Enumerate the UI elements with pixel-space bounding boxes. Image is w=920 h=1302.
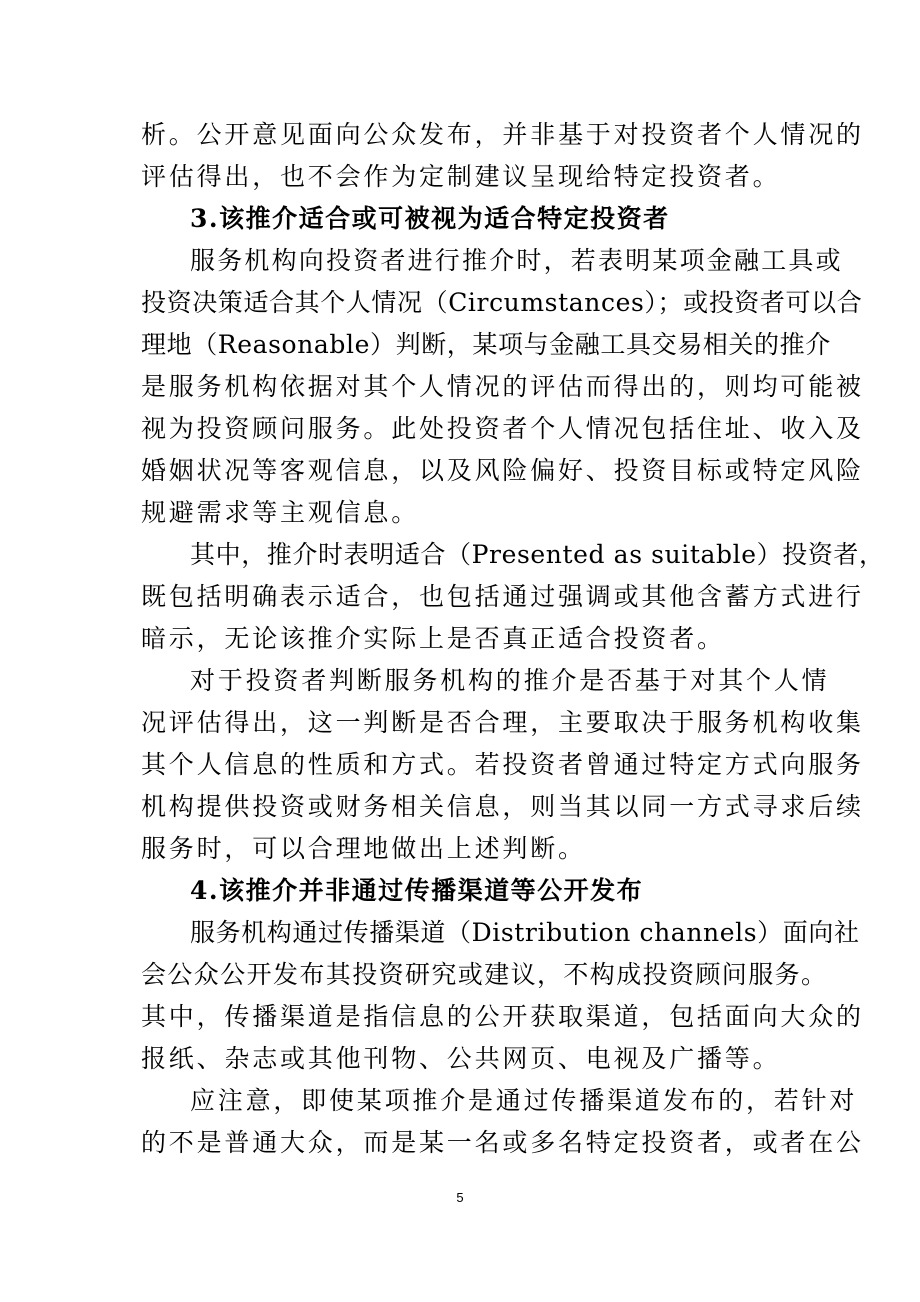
page-number: 5 (456, 1190, 464, 1205)
body-line: 服务机构通过传播渠道（Distribution channels）面向社 (190, 918, 860, 947)
body-line: 机构提供投资或财务相关信息，则当其以同一方式寻求后续 (141, 792, 864, 821)
body-line: 对于投资者判断服务机构的推介是否基于对其个人情 (190, 666, 830, 695)
body-line: 其中，推介时表明适合（Presented as suitable）投资者， (190, 540, 885, 569)
body-line: 是服务机构依据对其个人情况的评估而得出的，则均可能被 (141, 372, 864, 401)
body-line: 投资决策适合其个人情况（Circumstances）；或投资者可以合 (141, 288, 863, 317)
body-line: 理地（Reasonable）判断，某项与金融工具交易相关的推介 (141, 330, 831, 359)
body-line: 其中，传播渠道是指信息的公开获取渠道，包括面向大众的 (141, 1002, 864, 1031)
body-line: 其个人信息的性质和方式。若投资者曾通过特定方式向服务 (141, 750, 864, 779)
body-line: 婚姻状况等客观信息，以及风险偏好、投资目标或特定风险 (141, 456, 864, 485)
body-line: 会公众公开发布其投资研究或建议，不构成投资顾问服务。 (141, 960, 828, 989)
section-heading-3: 3.该推介适合或可被视为适合特定投资者 (190, 204, 670, 233)
body-line: 既包括明确表示适合，也包括通过强调或其他含蓄方式进行 (141, 582, 864, 611)
body-line: 暗示，无论该推介实际上是否真正适合投资者。 (141, 624, 725, 653)
body-line: 报纸、杂志或其他刊物、公共网页、电视及广播等。 (141, 1044, 781, 1073)
body-line: 析。公开意见面向公众发布，并非基于对投资者个人情况的 (141, 120, 864, 149)
body-line: 评估得出，也不会作为定制建议呈现给特定投资者。 (141, 162, 781, 191)
body-line: 的不是普通大众，而是某一名或多名特定投资者，或者在公 (141, 1128, 864, 1157)
body-line: 服务机构向投资者进行推介时，若表明某项金融工具或 (190, 246, 843, 275)
body-line: 规避需求等主观信息。 (141, 498, 420, 527)
section-heading-4: 4.该推介并非通过传播渠道等公开发布 (190, 876, 644, 905)
body-line: 服务时，可以合理地做出上述判断。 (141, 834, 586, 863)
body-line: 况评估得出，这一判断是否合理，主要取决于服务机构收集 (141, 708, 864, 737)
body-line: 视为投资顾问服务。此处投资者个人情况包括住址、收入及 (141, 414, 864, 443)
body-line: 应注意，即使某项推介是通过传播渠道发布的，若针对 (190, 1086, 858, 1115)
